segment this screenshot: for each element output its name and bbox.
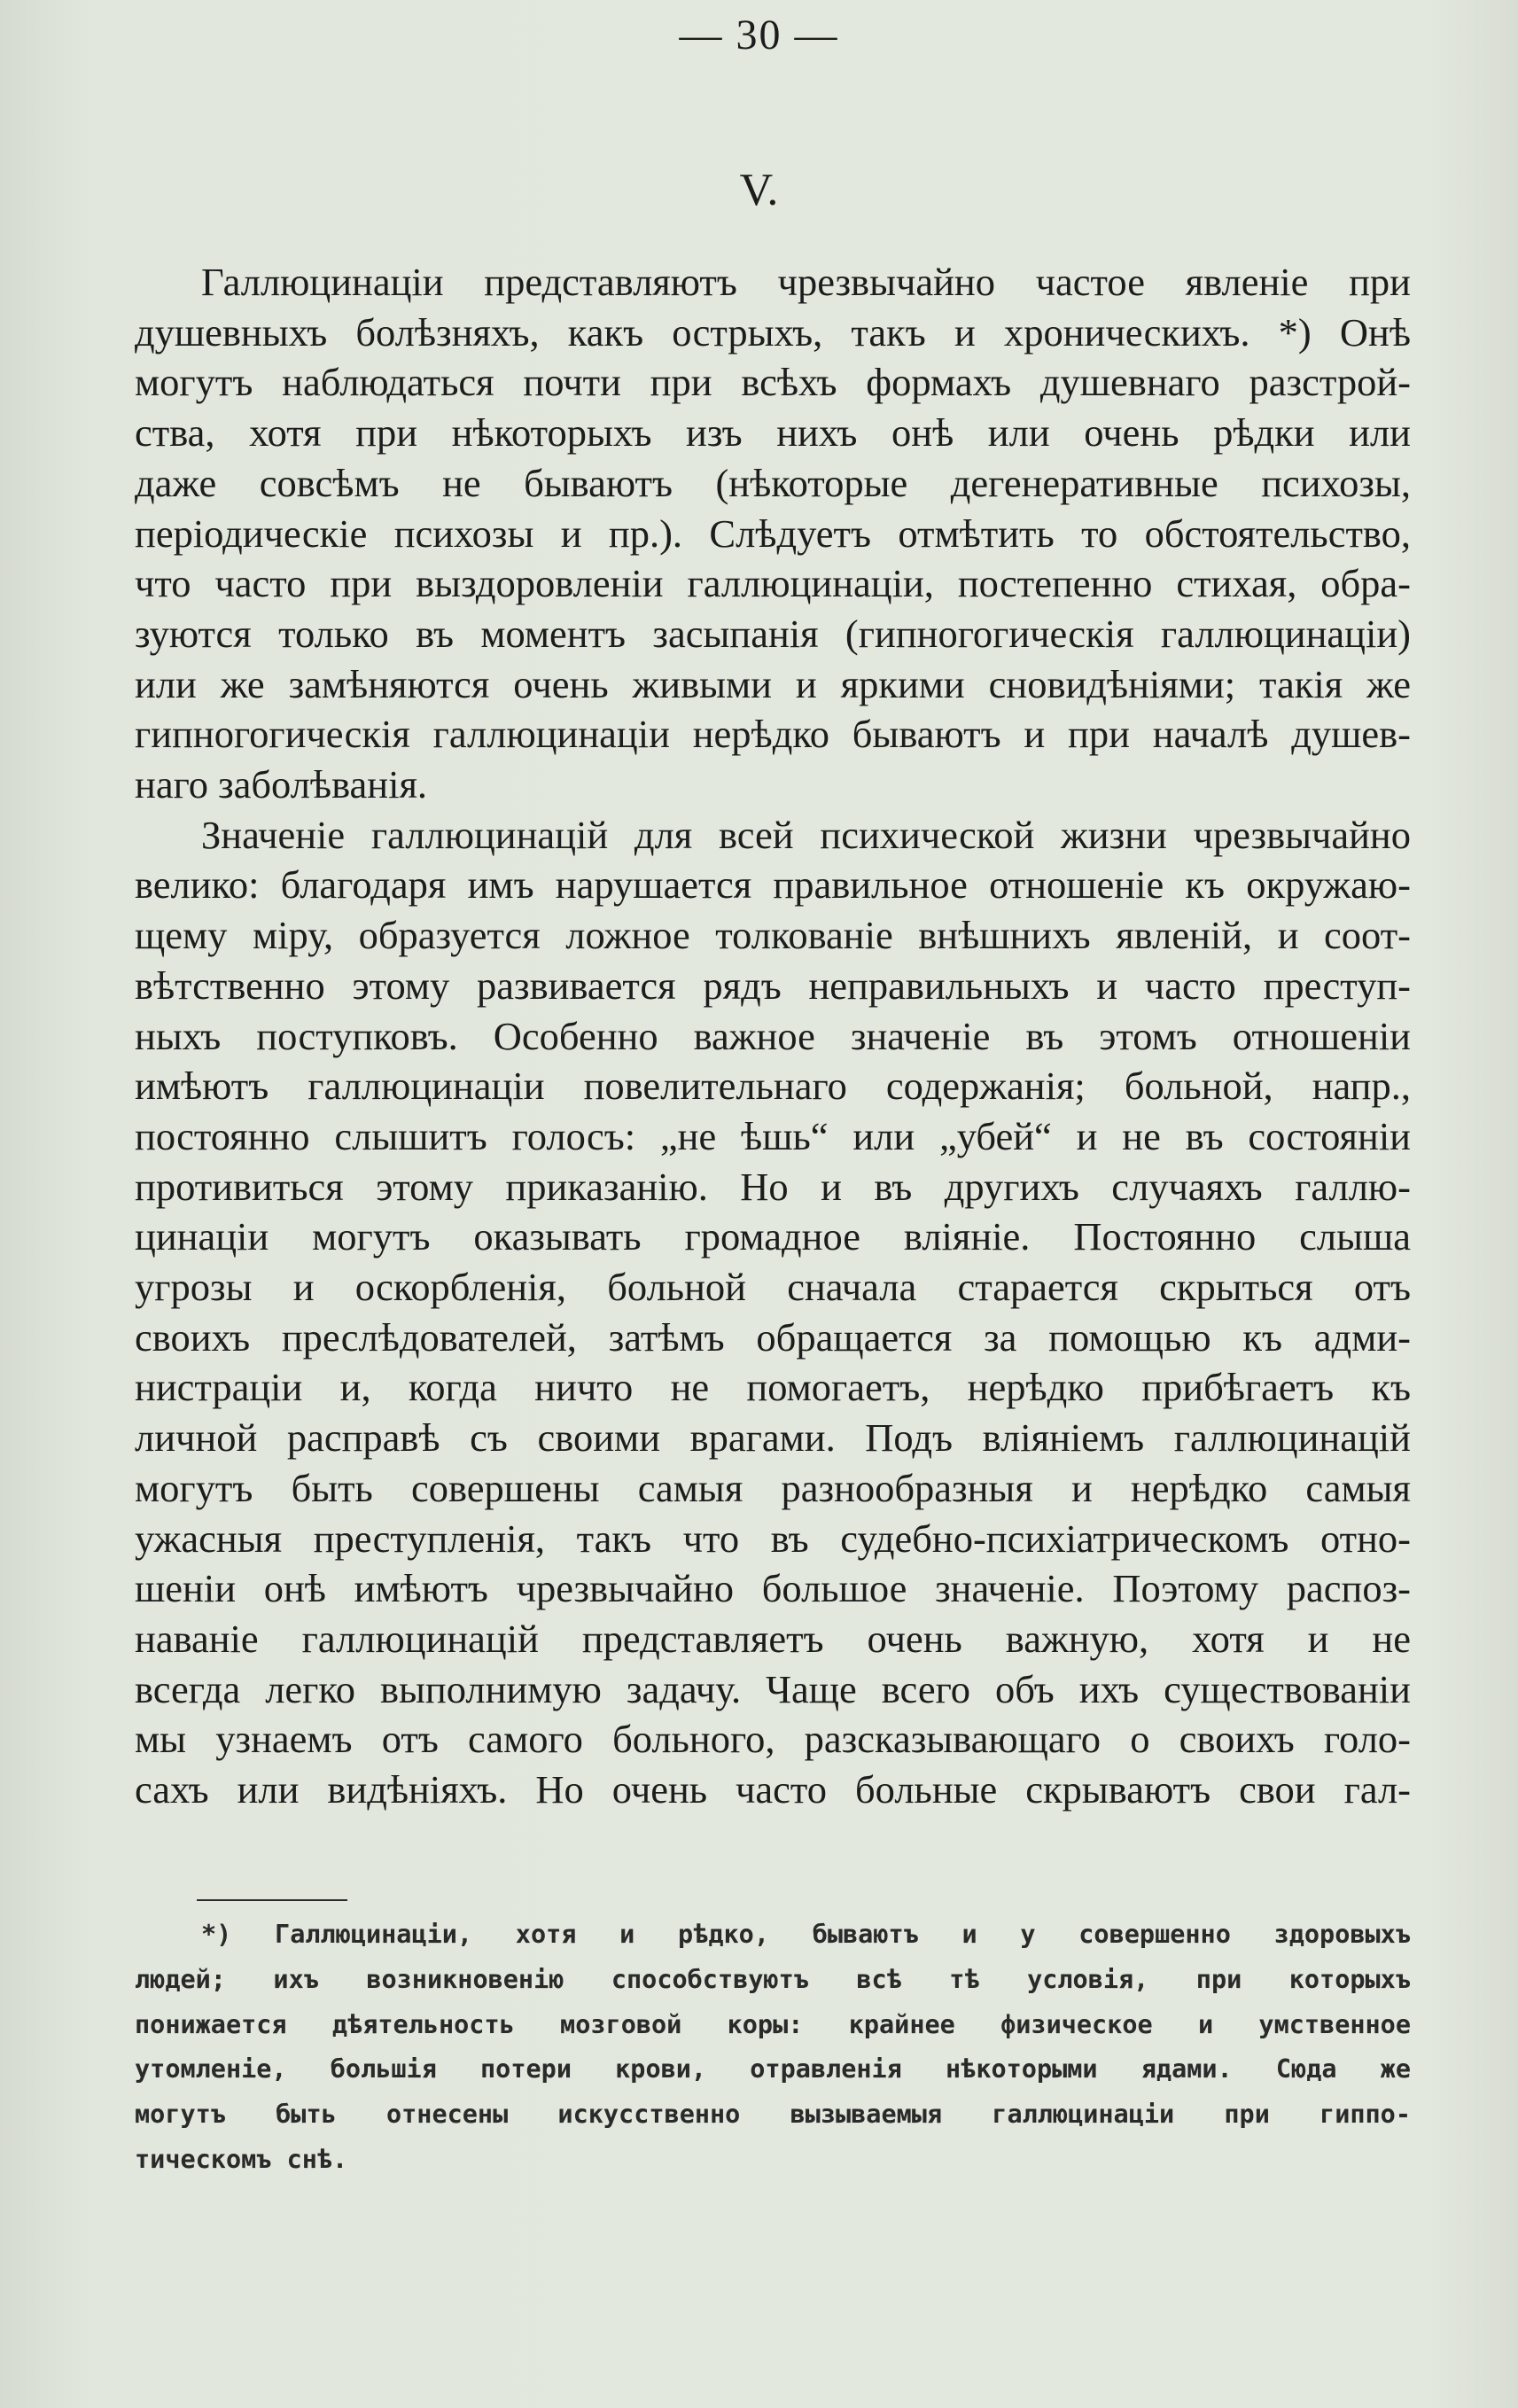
text-line: сахъ или видѣніяхъ. Но очень часто больные скрываютъ свои гал- xyxy=(135,1767,1411,1812)
text-line: душевныхъ болѣзняхъ, какъ острыхъ, такъ и хроническихъ. *) Онѣ xyxy=(135,309,1411,355)
text-line: что часто при выздоровленіи галлюцинаціи, постепенно стихая, обра- xyxy=(135,561,1411,606)
text-line: угрозы и оскорбленія, больной сначала старается скрыться отъ xyxy=(135,1265,1411,1310)
text-line: Значеніе галлюцинацій для всей психической жизни чрезвычайно xyxy=(201,812,1411,857)
footnote-line: тическомъ снѣ. xyxy=(135,2144,348,2174)
text-line: Галлюцинаціи представляютъ чрезвычайно частое явленіе при xyxy=(201,260,1411,304)
footnote-line: *) Галлюцинаціи, хотя и рѣдко, бываютъ и у совершенно здоровыхъ xyxy=(201,1920,1411,1949)
footnote xyxy=(135,1913,1411,2183)
page-number: — 30 — xyxy=(679,12,839,58)
text-line: наваніе галлюцинацій представляетъ очень важную, хотя и не xyxy=(135,1616,1411,1661)
text-line: періодическіе психозы и пр.). Слѣдуетъ отмѣтить то обстоятельство, xyxy=(135,510,1411,556)
footnote-line: утомленіе, большія потери крови, отравленія нѣкоторыми ядами. Сюда же xyxy=(135,2054,1411,2085)
text-line: мы узнаемъ отъ самого больного, разсказывающаго о своихъ голо- xyxy=(135,1717,1411,1762)
text-line: щему міру, образуется ложное толкованіе внѣшнихъ явленій, и соот- xyxy=(135,913,1411,958)
text-line: имѣютъ галлюцинаціи повелительнаго содержанія; больной, напр., xyxy=(135,1064,1411,1109)
text-line: ства, хотя при нѣкоторыхъ изъ нихъ онѣ или очень рѣдки или xyxy=(135,410,1411,456)
chapter-heading: V. xyxy=(739,165,779,215)
footnote-divider xyxy=(197,1899,347,1901)
text-line: ныхъ поступковъ. Особенно важное значеніе въ этомъ отношеніи xyxy=(135,1013,1411,1058)
text-line: вѣтственно этому развивается рядъ неправильныхъ и часто преступ- xyxy=(135,962,1411,1008)
text-line: зуются только въ моментъ засыпанія (гипногогическія галлюцинаціи) xyxy=(135,611,1411,656)
text-line: шеніи онѣ имѣютъ чрезвычайно большое значеніе. Поэтому распоз- xyxy=(135,1566,1411,1611)
text-line: всегда легко выполнимую задачу. Чаще всего объ ихъ существованіи xyxy=(135,1666,1411,1711)
text-line: гипногогическія галлюцинаціи нерѣдко бываютъ и при началѣ душев- xyxy=(135,712,1411,757)
footnote-line: могутъ быть отнесены искусственно вызываемыя галлюцинаціи при гиппо- xyxy=(135,2100,1411,2130)
text-line: даже совсѣмъ не бываютъ (нѣкоторые дегенеративные психозы, xyxy=(135,460,1411,505)
paragraph-2 xyxy=(135,810,1411,1815)
text-line: ужасныя преступленія, такъ что въ судебно-психіатрическомъ отно- xyxy=(135,1516,1411,1561)
text-line: противиться этому приказанію. Но и въ другихъ случаяхъ галлю- xyxy=(135,1164,1411,1209)
text-line: наго заболѣванія. xyxy=(135,762,428,807)
text-line: могутъ наблюдаться почти при всѣхъ формахъ душевнаго разстрой- xyxy=(135,360,1411,405)
paragraph-1 xyxy=(135,257,1411,810)
text-line: своихъ преслѣдователей, затѣмъ обращается за помощью къ адми- xyxy=(135,1314,1411,1360)
text-line: цинаціи могутъ оказывать громадное вліяніе. Постоянно слыша xyxy=(135,1214,1411,1259)
text-line: могутъ быть совершены самыя разнообразныя и нерѣдко самыя xyxy=(135,1465,1411,1510)
footnote-line: людей; ихъ возникновенію способствуютъ всѣ тѣ условія, при которыхъ xyxy=(135,1964,1411,1994)
footnote-line: понижается дѣятельность мозговой коры: крайнее физическое и умственное xyxy=(135,2009,1411,2039)
text-line: или же замѣняются очень живыми и яркими сновидѣніями; такія же xyxy=(135,661,1411,706)
text-line: велико: благодаря имъ нарушается правильное отношеніе къ окружаю- xyxy=(135,862,1411,908)
body-text xyxy=(135,257,1411,1815)
text-line: нистраціи и, когда ничто не помогаетъ, нерѣдко прибѣгаетъ къ xyxy=(135,1365,1411,1410)
text-line: личной расправѣ съ своими врагами. Подъ вліяніемъ галлюцинацій xyxy=(135,1415,1411,1461)
text-line: постоянно слышитъ голосъ: „не ѣшь“ или „убей“ и не въ состояніи xyxy=(135,1113,1411,1158)
